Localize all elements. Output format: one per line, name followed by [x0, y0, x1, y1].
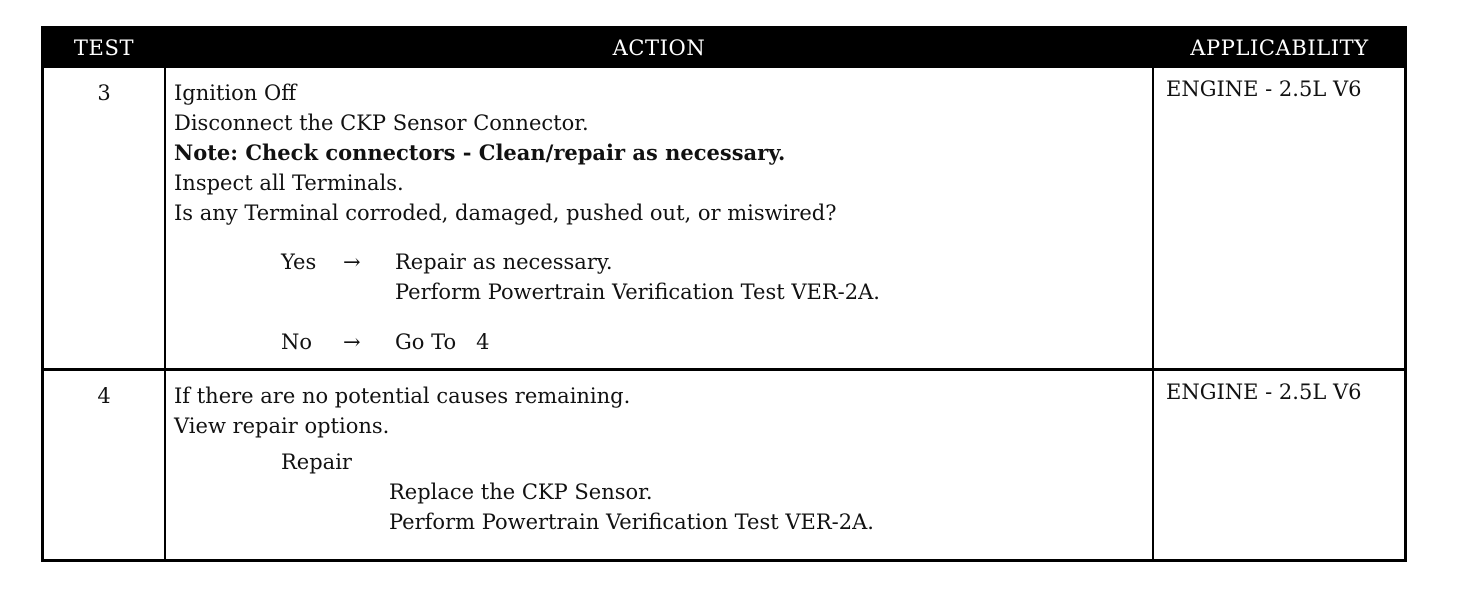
- test-number: 3: [97, 81, 111, 105]
- action-cell: [174, 371, 1144, 534]
- table-header-row: [44, 29, 1404, 68]
- action-line: Inspect all Terminals.: [174, 171, 404, 195]
- action-line: Disconnect the CKP Sensor Connector.: [174, 111, 589, 135]
- yes-label: Yes: [281, 250, 317, 274]
- repair-label: Repair: [281, 450, 352, 474]
- diagnostic-test-table: [41, 26, 1407, 562]
- action-note: Note: Check connectors - Clean/repair as necessary.: [174, 140, 786, 165]
- header-test: TEST: [73, 36, 135, 60]
- no-label: No: [281, 330, 313, 354]
- action-line: Ignition Off: [174, 81, 297, 105]
- go-to-step: Go To 4: [395, 330, 490, 354]
- action-line: If there are no potential causes remaining.: [174, 384, 631, 408]
- action-cell: [174, 68, 1144, 354]
- header-applicability: APPLICABILITY: [1190, 36, 1369, 60]
- test-number: 4: [97, 384, 111, 408]
- applicability-cell: ENGINE - 2.5L V6: [1166, 380, 1362, 404]
- header-action: ACTION: [612, 36, 706, 60]
- table-row: [44, 68, 1404, 368]
- repair-action-line: Replace the CKP Sensor.: [389, 480, 653, 504]
- applicability-cell: ENGINE - 2.5L V6: [1166, 77, 1362, 101]
- right-arrow-icon: →: [343, 250, 361, 274]
- action-line: View repair options.: [174, 414, 390, 438]
- action-question: Is any Terminal corroded, damaged, pushed out, or miswired?: [174, 201, 837, 225]
- table-row: [44, 371, 1404, 559]
- yes-action-line: Perform Powertrain Verification Test VER-2A.: [395, 280, 880, 304]
- repair-action-line: Perform Powertrain Verification Test VER-2A.: [389, 510, 874, 534]
- right-arrow-icon: →: [343, 330, 361, 354]
- yes-action-line: Repair as necessary.: [395, 250, 613, 274]
